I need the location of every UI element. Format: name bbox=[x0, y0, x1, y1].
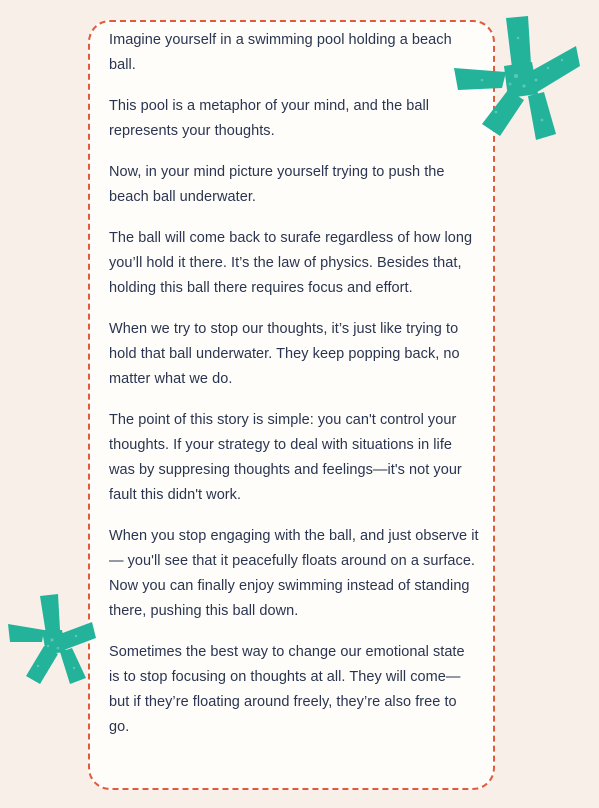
paragraph: This pool is a metaphor of your mind, and the ball represents your thoughts. bbox=[109, 98, 430, 139]
paragraph: When you stop engaging with the ball, and just observe it — you'll see that it peacefully floats around on a surface. Now you can finally enjoy swimming instead of standing there, pushing this ball down. bbox=[109, 528, 479, 619]
teal-asterisk-icon bbox=[452, 16, 582, 141]
paragraph: Now, in your mind picture yourself trying to push the beach ball underwater. bbox=[109, 164, 445, 205]
paragraph: The point of this story is simple: you can't control your thoughts. If your strategy to deal with situations in life was by suppresing thoughts and feelings—it's not your fault this didn't work. bbox=[109, 412, 462, 503]
paragraph: The ball will come back to surafe regardless of how long you’ll hold it there. It’s the law of physics. Besides that, holding this ball there requires focus and effort. bbox=[109, 230, 473, 296]
paragraph: Imagine yourself in a swimming pool holding a beach ball. bbox=[109, 32, 452, 73]
story-text bbox=[109, 28, 479, 756]
teal-asterisk-icon bbox=[8, 594, 98, 686]
teal-asterisk-icon bbox=[8, 594, 98, 686]
teal-asterisk-icon bbox=[452, 16, 582, 141]
paragraph: When we try to stop our thoughts, it’s just like trying to hold that ball underwater. They keep popping back, no matter what we do. bbox=[109, 321, 460, 387]
paragraph: Sometimes the best way to change our emotional state is to stop focusing on thoughts at all. They will come—but if they’re floating around freely, they’re also free to go. bbox=[109, 644, 465, 735]
